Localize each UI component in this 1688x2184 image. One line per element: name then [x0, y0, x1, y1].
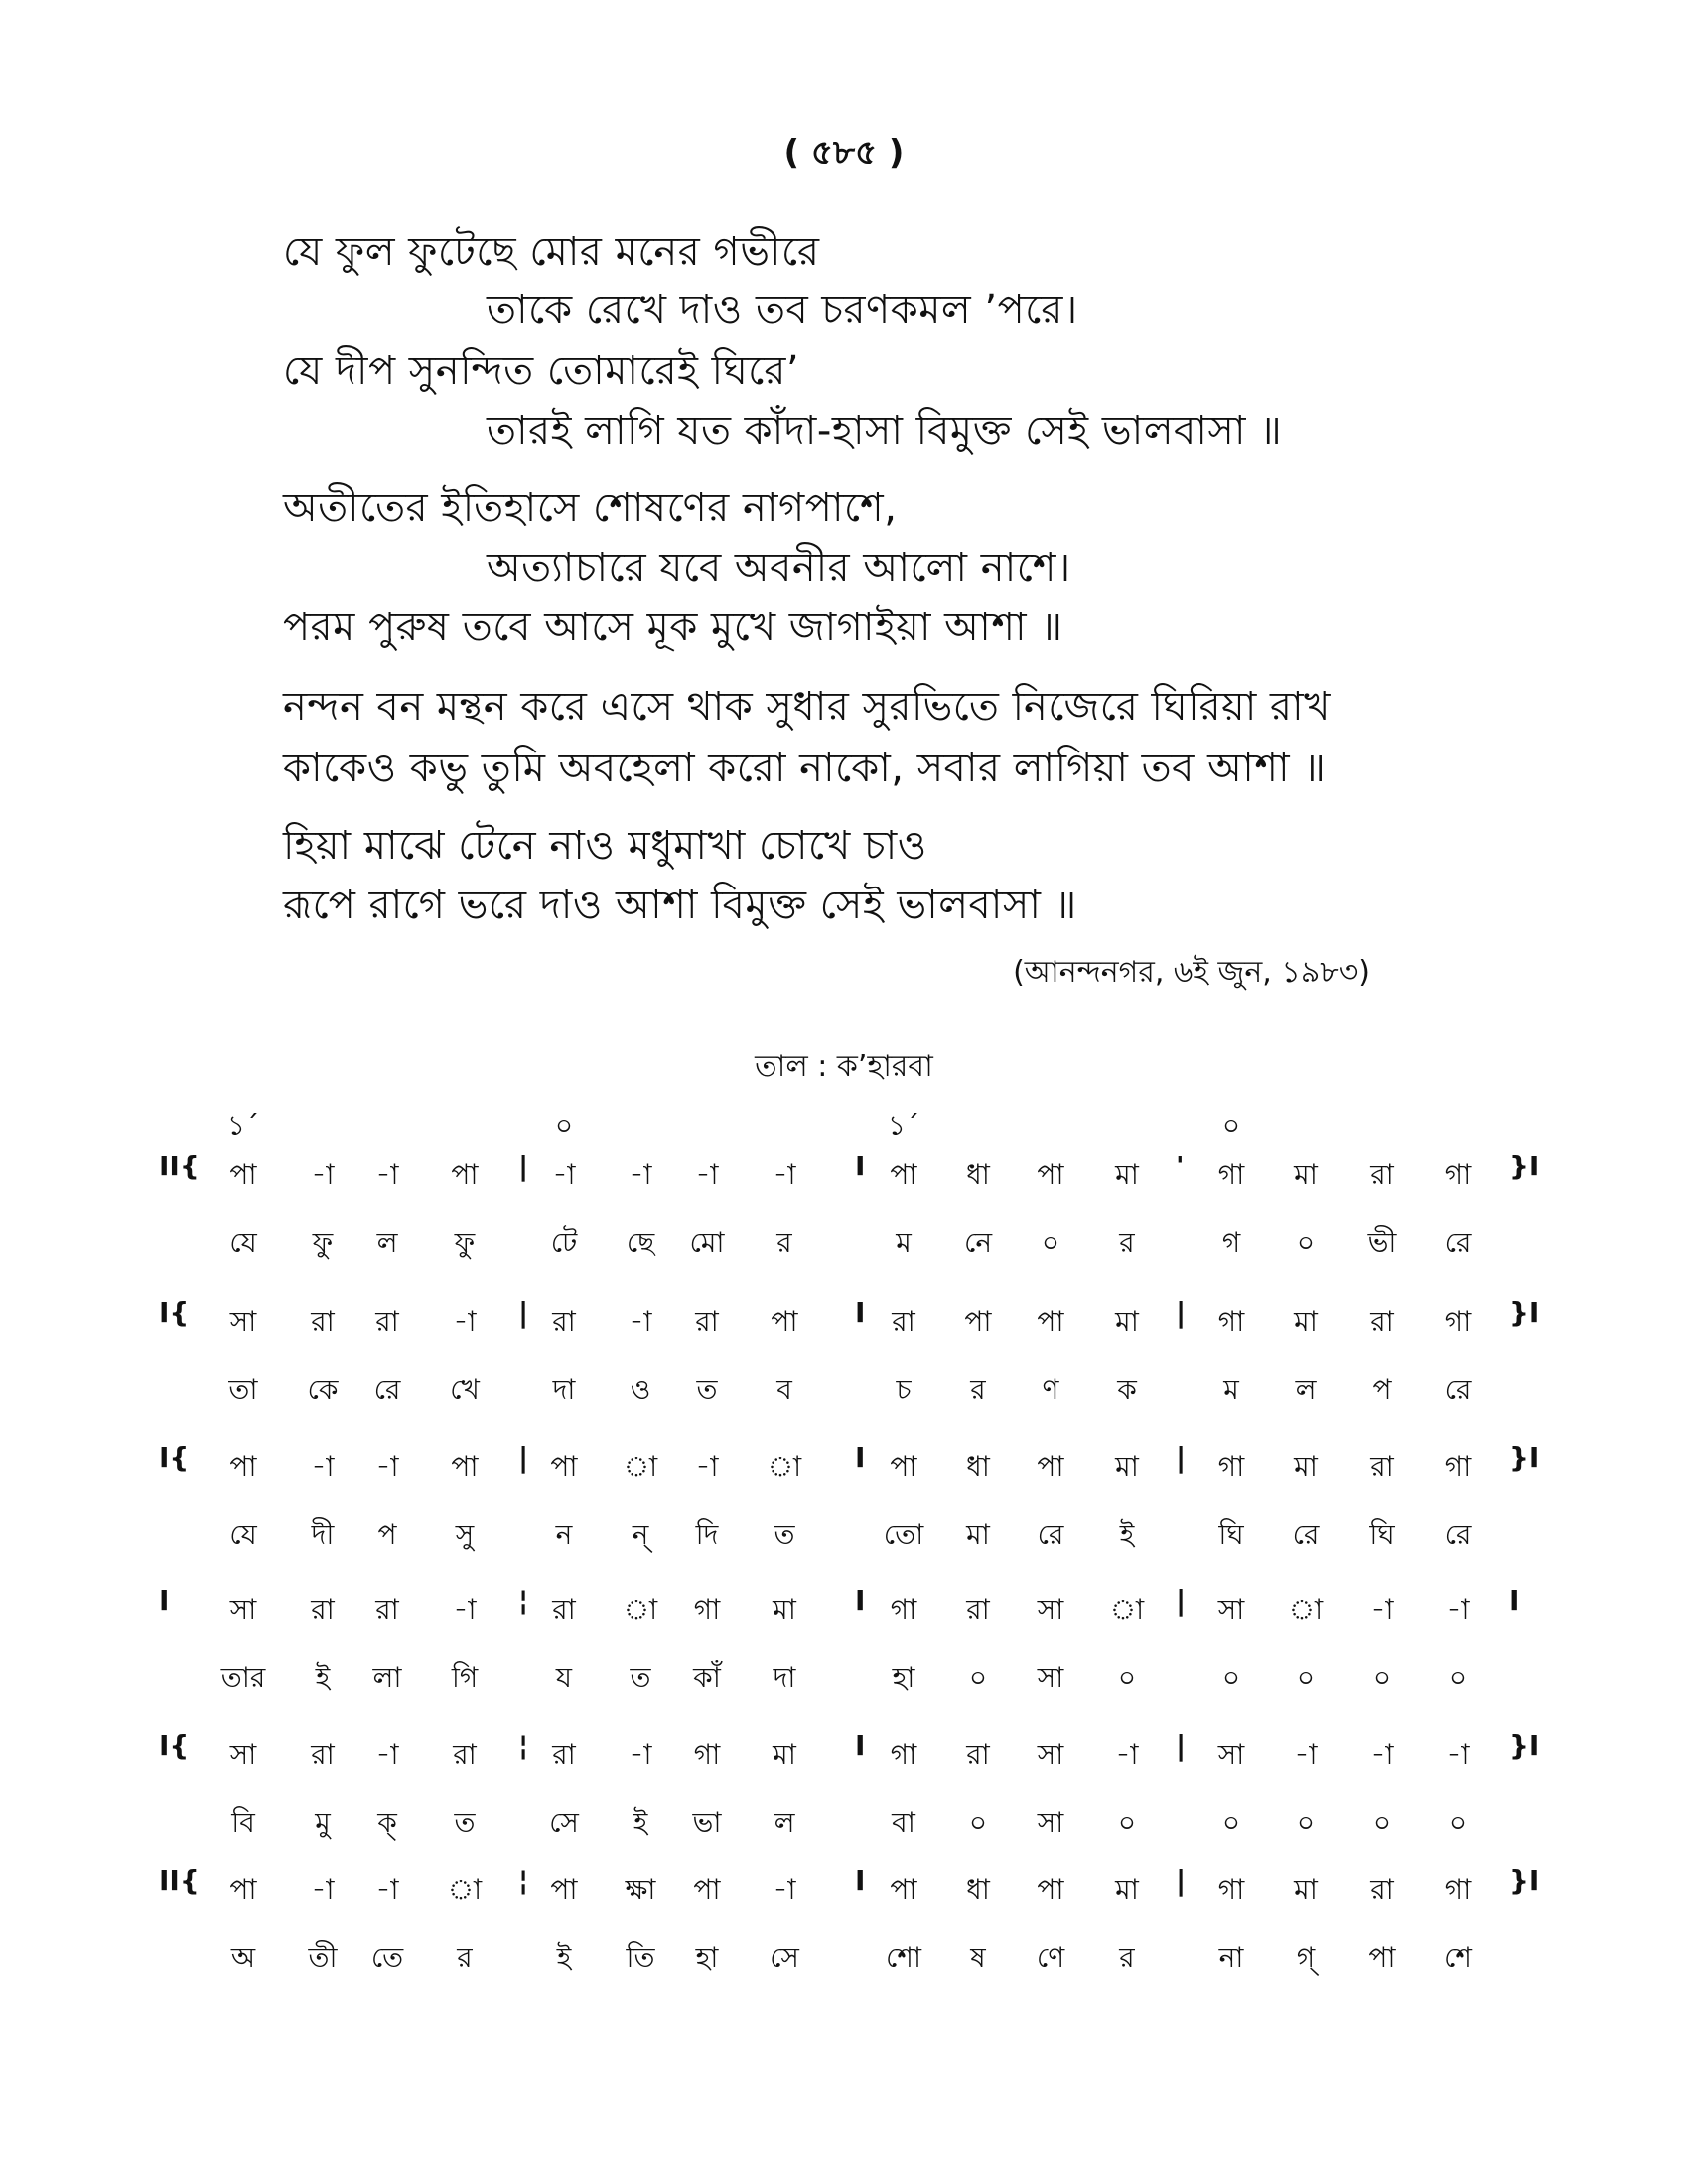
- swara-note: মা: [1115, 1159, 1139, 1191]
- poem-line: রূপে রাগে ভরে দাও আশা বিমুক্ত সেই ভালবাসা ॥: [283, 883, 1077, 928]
- lyric-syllable: ভা: [692, 1806, 722, 1839]
- row-start-symbol: II{: [159, 1150, 200, 1182]
- swara-note: মা: [1115, 1873, 1139, 1906]
- lyric-syllable: ব: [776, 1373, 792, 1406]
- lyric-syllable: সে: [549, 1806, 579, 1839]
- swara-note: পা: [890, 1450, 917, 1483]
- swara-note: া: [623, 1450, 658, 1483]
- lyric-syllable: তা: [228, 1373, 258, 1406]
- swara-note: সা: [1037, 1738, 1064, 1771]
- swara-note: রা: [552, 1738, 576, 1771]
- swara-note: ধা: [966, 1873, 990, 1906]
- swara-note: -া: [311, 1873, 335, 1906]
- swara-note: গা: [1217, 1450, 1245, 1483]
- lyric-syllable: ত: [630, 1661, 651, 1694]
- lyric-syllable: ছে: [626, 1226, 655, 1259]
- swara-note: -া: [1294, 1738, 1318, 1771]
- poem-line: অত্যাচারে যবে অবনীর আলো নাশে।: [487, 545, 1071, 591]
- swara-note: -া: [629, 1305, 652, 1338]
- swara-note: পা: [229, 1159, 257, 1191]
- poem-line: যে দীপ সুনন্দিত তোমারেই ঘিরে’: [283, 348, 800, 394]
- lyric-syllable: তো: [883, 1518, 924, 1551]
- beat-divider: |: [518, 1150, 529, 1182]
- swara-note: পা: [229, 1873, 257, 1906]
- swara-note: সা: [1037, 1593, 1064, 1626]
- lyric-syllable: না: [1218, 1941, 1244, 1974]
- beat-divider: |: [1176, 1441, 1187, 1474]
- swara-note: -া: [1115, 1738, 1139, 1771]
- swara-note: গা: [1444, 1159, 1472, 1191]
- swara-note: সা: [229, 1738, 257, 1771]
- lyric-syllable: ন্: [632, 1518, 649, 1551]
- swara-note: মা: [1294, 1450, 1318, 1483]
- swara-note: গা: [693, 1593, 721, 1626]
- swara-note: পা: [771, 1305, 798, 1338]
- swara-note: গা: [890, 1738, 917, 1771]
- poem-line: কাকেও কভু তুমি অবহেলা করো নাকো, সবার লাগিয়া তব আশা ॥: [283, 746, 1327, 791]
- poem-line: হিয়া মাঝে টেনে নাও মধুমাখা চোখে চাও: [283, 823, 927, 869]
- swara-note: -া: [773, 1873, 796, 1906]
- lyric-syllable: সু: [455, 1518, 475, 1551]
- swara-note: মা: [1115, 1305, 1139, 1338]
- beat-mark: ১´: [226, 1109, 260, 1142]
- lyric-syllable: শে: [1444, 1941, 1472, 1974]
- swara-note: গা: [1444, 1450, 1472, 1483]
- swara-note: সা: [1217, 1738, 1245, 1771]
- poem-line: অতীতের ইতিহাসে শোষণের নাগপাশে,: [283, 485, 898, 531]
- row-start-symbol: I: [159, 1584, 170, 1617]
- lyric-syllable: ল: [376, 1226, 398, 1259]
- swara-note: মা: [1294, 1873, 1318, 1906]
- beat-mark: ০: [554, 1109, 574, 1142]
- lyric-syllable: ল: [1295, 1373, 1317, 1406]
- swara-note: -া: [453, 1593, 477, 1626]
- lyric-syllable: তার: [220, 1661, 266, 1694]
- swara-note: পা: [1037, 1873, 1064, 1906]
- lyric-syllable: প: [377, 1518, 397, 1551]
- swara-note: সা: [229, 1305, 257, 1338]
- lyric-syllable: হা: [695, 1941, 719, 1974]
- swara-note: -া: [375, 1450, 399, 1483]
- swara-note: মা: [1294, 1305, 1318, 1338]
- row-end-symbol: }I: [1509, 1864, 1540, 1897]
- lyric-syllable: ০: [1372, 1806, 1392, 1839]
- lyric-syllable: ভী: [1367, 1226, 1397, 1259]
- beat-divider: I: [855, 1150, 866, 1182]
- swara-note: গা: [1444, 1873, 1472, 1906]
- lyric-syllable: র: [970, 1373, 986, 1406]
- lyric-syllable: ম: [896, 1226, 912, 1259]
- lyric-syllable: ০: [1221, 1661, 1241, 1694]
- beat-divider: I: [855, 1441, 866, 1474]
- beat-divider: I: [855, 1584, 866, 1617]
- swara-note: -া: [375, 1738, 399, 1771]
- swara-note: মা: [1294, 1159, 1318, 1191]
- swara-note: রা: [453, 1738, 477, 1771]
- lyric-syllable: ০: [1296, 1226, 1316, 1259]
- lyric-syllable: মু: [315, 1806, 331, 1839]
- lyric-syllable: ত: [696, 1373, 718, 1406]
- lyric-syllable: ল: [774, 1806, 795, 1839]
- lyric-syllable: যে: [229, 1518, 257, 1551]
- beat-divider: ¦: [518, 1584, 529, 1617]
- beat-mark: ১´: [887, 1109, 920, 1142]
- swara-note: পা: [451, 1159, 479, 1191]
- lyric-syllable: য: [555, 1661, 573, 1694]
- swara-note: সা: [229, 1593, 257, 1626]
- beat-divider: |: [1176, 1584, 1187, 1617]
- swara-note: ধা: [966, 1450, 990, 1483]
- beat-divider: ¦: [518, 1729, 529, 1762]
- swara-note: রা: [1370, 1450, 1394, 1483]
- swara-note: রা: [695, 1305, 719, 1338]
- lyric-syllable: র: [1119, 1941, 1135, 1974]
- swara-note: রা: [966, 1593, 990, 1626]
- swara-note: -া: [1370, 1593, 1394, 1626]
- lyric-syllable: খে: [450, 1373, 480, 1406]
- swara-note: সা: [1217, 1593, 1245, 1626]
- swara-note: -া: [1446, 1593, 1470, 1626]
- swara-note: গা: [693, 1738, 721, 1771]
- lyric-syllable: মো: [689, 1226, 725, 1259]
- swara-note: -া: [1370, 1738, 1394, 1771]
- row-start-symbol: I{: [159, 1441, 190, 1474]
- lyric-syllable: ন: [555, 1518, 573, 1551]
- swara-note: -া: [695, 1159, 719, 1191]
- swara-note: রা: [1370, 1305, 1394, 1338]
- beat-divider: |: [1176, 1864, 1187, 1897]
- lyric-syllable: র: [457, 1941, 473, 1974]
- swara-note: -া: [453, 1305, 477, 1338]
- lyric-syllable: টে: [550, 1226, 578, 1259]
- lyric-syllable: ০: [1296, 1806, 1316, 1839]
- lyric-syllable: তী: [308, 1941, 338, 1974]
- lyric-syllable: চ: [896, 1373, 912, 1406]
- beat-divider: ': [1176, 1150, 1185, 1182]
- lyric-syllable: লা: [372, 1661, 402, 1694]
- lyric-syllable: ০: [1448, 1806, 1468, 1839]
- lyric-syllable: ফু: [312, 1226, 334, 1259]
- lyric-syllable: দা: [773, 1661, 796, 1694]
- lyric-syllable: রে: [1444, 1226, 1472, 1259]
- swara-note: পা: [890, 1873, 917, 1906]
- row-end-symbol: }I: [1509, 1150, 1540, 1182]
- lyric-syllable: ফু: [454, 1226, 476, 1259]
- lyric-syllable: ০: [968, 1806, 988, 1839]
- swara-note: পা: [964, 1305, 992, 1338]
- lyric-syllable: বি: [231, 1806, 255, 1839]
- swara-note: ক্ষা: [625, 1873, 656, 1906]
- row-end-symbol: }I: [1509, 1729, 1540, 1762]
- swara-note: া: [767, 1450, 802, 1483]
- poem-line: পরম পুরুষ তবে আসে মূক মুখে জাগাইয়া আশা ॥: [283, 605, 1063, 650]
- swara-note: -া: [629, 1159, 652, 1191]
- lyric-syllable: ০: [1372, 1661, 1392, 1694]
- row-start-symbol: I{: [159, 1297, 190, 1329]
- swara-note: গা: [1444, 1305, 1472, 1338]
- lyric-syllable: ণ: [1042, 1373, 1059, 1406]
- beat-divider: |: [1176, 1729, 1187, 1762]
- swara-note: রা: [552, 1305, 576, 1338]
- lyric-syllable: ম: [1223, 1373, 1239, 1406]
- swara-note: রা: [1370, 1873, 1394, 1906]
- lyric-syllable: দী: [311, 1518, 335, 1551]
- swara-note: পা: [550, 1873, 578, 1906]
- swara-note: পা: [693, 1873, 721, 1906]
- beat-divider: ¦: [518, 1864, 529, 1897]
- lyric-syllable: রে: [1444, 1373, 1472, 1406]
- lyric-syllable: ষ: [970, 1941, 986, 1974]
- lyric-syllable: ০: [1448, 1661, 1468, 1694]
- lyric-syllable: সা: [1037, 1806, 1064, 1839]
- swara-note: গা: [890, 1593, 917, 1626]
- lyric-syllable: ঘি: [1369, 1518, 1395, 1551]
- lyric-syllable: ০: [1117, 1806, 1137, 1839]
- row-start-symbol: II{: [159, 1864, 200, 1897]
- row-end-symbol: I: [1509, 1584, 1520, 1617]
- swara-note: মা: [773, 1738, 796, 1771]
- lyric-syllable: গ্: [1296, 1941, 1316, 1974]
- beat-mark: ০: [1221, 1109, 1241, 1142]
- lyric-syllable: রে: [1444, 1518, 1472, 1551]
- swara-note: পা: [451, 1450, 479, 1483]
- lyric-syllable: রে: [373, 1373, 401, 1406]
- swara-note: গা: [1217, 1159, 1245, 1191]
- lyric-syllable: গ: [1221, 1226, 1241, 1259]
- lyric-syllable: ০: [1221, 1806, 1241, 1839]
- swara-note: -া: [311, 1159, 335, 1191]
- lyric-syllable: ক: [1117, 1373, 1137, 1406]
- tala-heading: তাল : ক’হারবা: [755, 1049, 933, 1084]
- beat-divider: |: [518, 1297, 529, 1329]
- swara-note: রা: [311, 1738, 335, 1771]
- poem-line: তাকে রেখে দাও তব চরণকমল ’পরে।: [487, 287, 1078, 333]
- beat-divider: |: [1176, 1297, 1187, 1329]
- swara-note: রা: [311, 1593, 335, 1626]
- beat-divider: I: [855, 1864, 866, 1897]
- swara-note: া: [1109, 1593, 1145, 1626]
- lyric-syllable: ই: [556, 1941, 572, 1974]
- swara-note: রা: [966, 1738, 990, 1771]
- swara-note: রা: [892, 1305, 915, 1338]
- poem-line: যে ফুল ফুটেছে মোর মনের গভীরে: [283, 229, 820, 275]
- swara-note: -া: [375, 1873, 399, 1906]
- lyric-syllable: ই: [315, 1661, 331, 1694]
- lyric-syllable: ই: [1119, 1518, 1135, 1551]
- swara-note: পা: [1037, 1159, 1064, 1191]
- row-end-symbol: }I: [1509, 1441, 1540, 1474]
- lyric-syllable: ত: [774, 1518, 795, 1551]
- swara-note: -া: [1446, 1738, 1470, 1771]
- lyric-syllable: দি: [695, 1518, 719, 1551]
- lyric-syllable: ০: [1117, 1661, 1137, 1694]
- lyric-syllable: সে: [770, 1941, 799, 1974]
- page-number: ( ৫৮৫ ): [783, 133, 905, 173]
- swara-note: া: [1288, 1593, 1324, 1626]
- lyric-syllable: সা: [1037, 1661, 1064, 1694]
- swara-note: পা: [1037, 1450, 1064, 1483]
- lyric-syllable: ই: [633, 1806, 648, 1839]
- lyric-syllable: ত: [454, 1806, 476, 1839]
- swara-note: পা: [890, 1159, 917, 1191]
- lyric-syllable: দা: [552, 1373, 576, 1406]
- swara-note: -া: [773, 1159, 796, 1191]
- lyric-syllable: ঘি: [1218, 1518, 1244, 1551]
- swara-note: ধা: [966, 1159, 990, 1191]
- swara-note: পা: [550, 1450, 578, 1483]
- lyric-syllable: কে: [307, 1373, 339, 1406]
- swara-note: -া: [311, 1450, 335, 1483]
- lyric-syllable: মা: [966, 1518, 990, 1551]
- swara-note: রা: [311, 1305, 335, 1338]
- lyric-syllable: ক্: [377, 1806, 397, 1839]
- lyric-syllable: যে: [229, 1226, 257, 1259]
- swara-note: রা: [1370, 1159, 1394, 1191]
- lyric-syllable: হা: [892, 1661, 915, 1694]
- swara-note: -া: [695, 1450, 719, 1483]
- lyric-syllable: রে: [1292, 1518, 1320, 1551]
- lyric-syllable: গি: [451, 1661, 479, 1694]
- lyric-syllable: ০: [1296, 1661, 1316, 1694]
- swara-note: া: [447, 1873, 483, 1906]
- lyric-syllable: কাঁ: [693, 1661, 721, 1694]
- lyric-syllable: তে: [370, 1941, 404, 1974]
- lyric-syllable: শো: [885, 1941, 922, 1974]
- swara-note: রা: [375, 1305, 399, 1338]
- lyric-syllable: ০: [1041, 1226, 1060, 1259]
- composition-credit: (আনন্দনগর, ৬ই জুন, ১৯৮৩): [1013, 955, 1370, 990]
- swara-note: গা: [1217, 1305, 1245, 1338]
- swara-note: পা: [229, 1450, 257, 1483]
- poem-line: তারই লাগি যত কাঁদা-হাসা বিমুক্ত সেই ভালবাসা ॥: [487, 408, 1283, 454]
- swara-note: -া: [552, 1159, 576, 1191]
- swara-note: পা: [1037, 1305, 1064, 1338]
- poem-line: নন্দন বন মন্থন করে এসে থাক সুধার সুরভিতে নিজেরে ঘিরিয়া রাখ: [283, 684, 1331, 730]
- swara-note: মা: [1115, 1450, 1139, 1483]
- lyric-syllable: ০: [968, 1661, 988, 1694]
- swara-note: -া: [629, 1738, 652, 1771]
- swara-note: া: [623, 1593, 658, 1626]
- lyric-syllable: প: [1372, 1373, 1392, 1406]
- lyric-syllable: ও: [630, 1373, 651, 1406]
- swara-note: গা: [1217, 1873, 1245, 1906]
- lyric-syllable: তি: [626, 1941, 655, 1974]
- row-start-symbol: I{: [159, 1729, 190, 1762]
- beat-divider: I: [855, 1297, 866, 1329]
- lyric-syllable: ণে: [1036, 1941, 1065, 1974]
- lyric-syllable: বা: [892, 1806, 915, 1839]
- beat-divider: I: [855, 1729, 866, 1762]
- lyric-syllable: পা: [1368, 1941, 1396, 1974]
- beat-divider: |: [518, 1441, 529, 1474]
- swara-note: -া: [375, 1159, 399, 1191]
- lyric-syllable: র: [776, 1226, 792, 1259]
- swara-note: রা: [552, 1593, 576, 1626]
- row-end-symbol: }I: [1509, 1297, 1540, 1329]
- lyric-syllable: রে: [1037, 1518, 1064, 1551]
- lyric-syllable: অ: [230, 1941, 256, 1974]
- swara-note: রা: [375, 1593, 399, 1626]
- lyric-syllable: নে: [963, 1226, 993, 1259]
- swara-note: মা: [773, 1593, 796, 1626]
- lyric-syllable: র: [1119, 1226, 1135, 1259]
